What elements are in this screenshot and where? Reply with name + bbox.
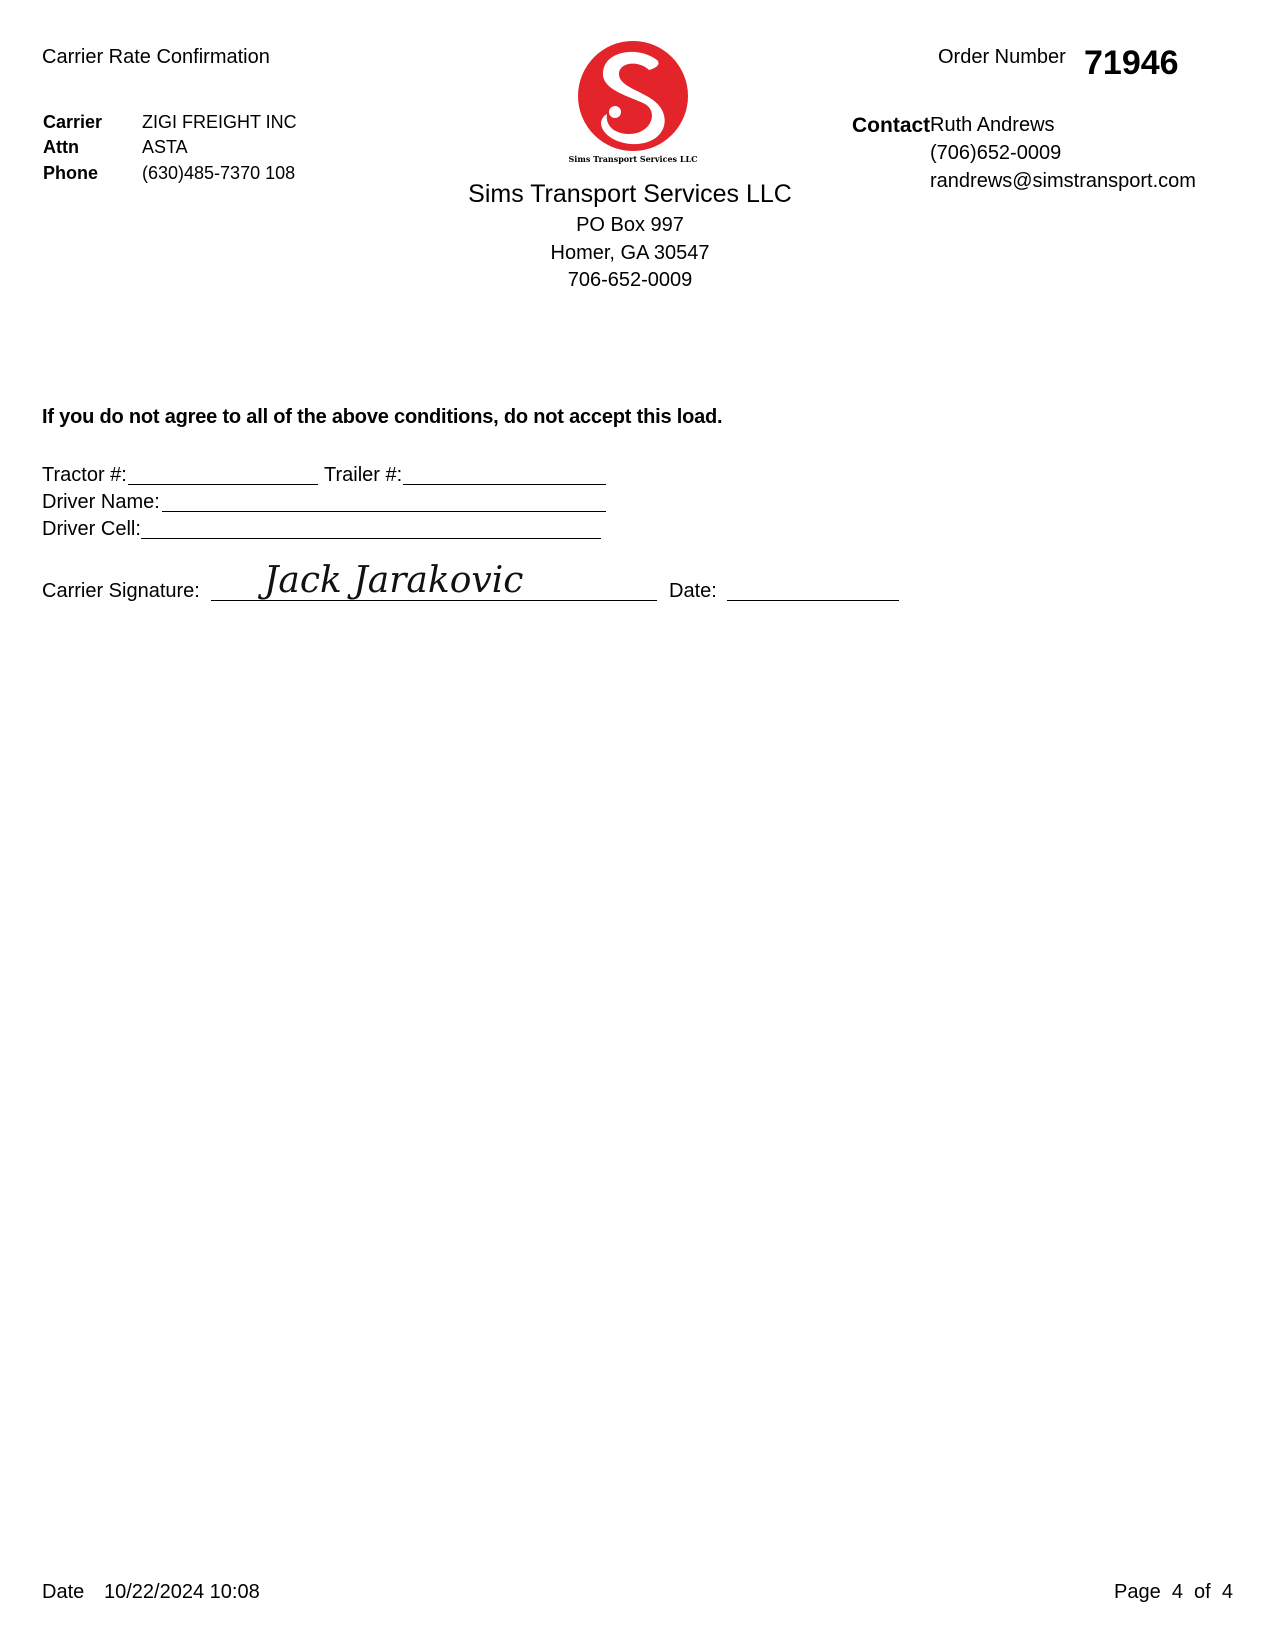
trailer-label: Trailer #: — [324, 464, 403, 486]
contact-name: Ruth Andrews — [930, 114, 1055, 136]
conditions-warning: If you do not agree to all of the above conditions, do not accept this load. — [42, 406, 723, 428]
driver-name-label: Driver Name: — [42, 491, 160, 513]
driver-cell-label: Driver Cell: — [42, 518, 141, 540]
company-name: Sims Transport Services LLC — [468, 180, 792, 208]
svg-text:Jack Jarakovic: Jack Jarakovic — [264, 560, 524, 601]
signature-date-field[interactable] — [727, 600, 899, 601]
document-title: Carrier Rate Confirmation — [42, 46, 270, 68]
sims-s-logo-icon — [553, 38, 713, 168]
svg-text:Sims Transport Services LLC: Sims Transport Services LLC — [568, 154, 698, 164]
company-address-line2: Homer, GA 30547 — [550, 242, 710, 264]
carrier-value: ZIGI FREIGHT INC — [142, 112, 297, 132]
footer-date-label: Date — [42, 1581, 85, 1603]
contact-phone: (706)652-0009 — [930, 142, 1062, 164]
company-phone: 706-652-0009 — [567, 269, 693, 291]
contact-email: randrews@simstransport.com — [930, 170, 1196, 192]
page-indicator — [1114, 1581, 1233, 1604]
attn-value: ASTA — [142, 137, 188, 157]
order-number-value: 71946 — [1084, 44, 1179, 82]
driver-cell-field[interactable] — [141, 538, 601, 539]
company-address-line1: PO Box 997 — [576, 214, 684, 236]
signature-date-label: Date: — [669, 580, 717, 602]
tractor-field[interactable] — [128, 484, 318, 485]
phone-value: (630)485-7370 108 — [142, 163, 296, 183]
tractor-label: Tractor #: — [42, 464, 127, 486]
footer-date-value: 10/22/2024 10:08 — [104, 1581, 260, 1603]
order-number-label: Order Number — [938, 46, 1066, 68]
page-indicator-text: Page 4 of 4 — [1114, 1581, 1233, 1603]
contact-label: Contact — [852, 114, 931, 137]
driver-name-field[interactable] — [162, 511, 606, 512]
attn-label: Attn — [43, 137, 79, 157]
handwritten-signature — [262, 548, 524, 606]
carrier-signature-label: Carrier Signature: — [42, 580, 200, 602]
trailer-field[interactable] — [403, 484, 606, 485]
company-logo — [553, 38, 713, 168]
carrier-label: Carrier — [43, 112, 103, 132]
phone-label: Phone — [43, 163, 99, 183]
